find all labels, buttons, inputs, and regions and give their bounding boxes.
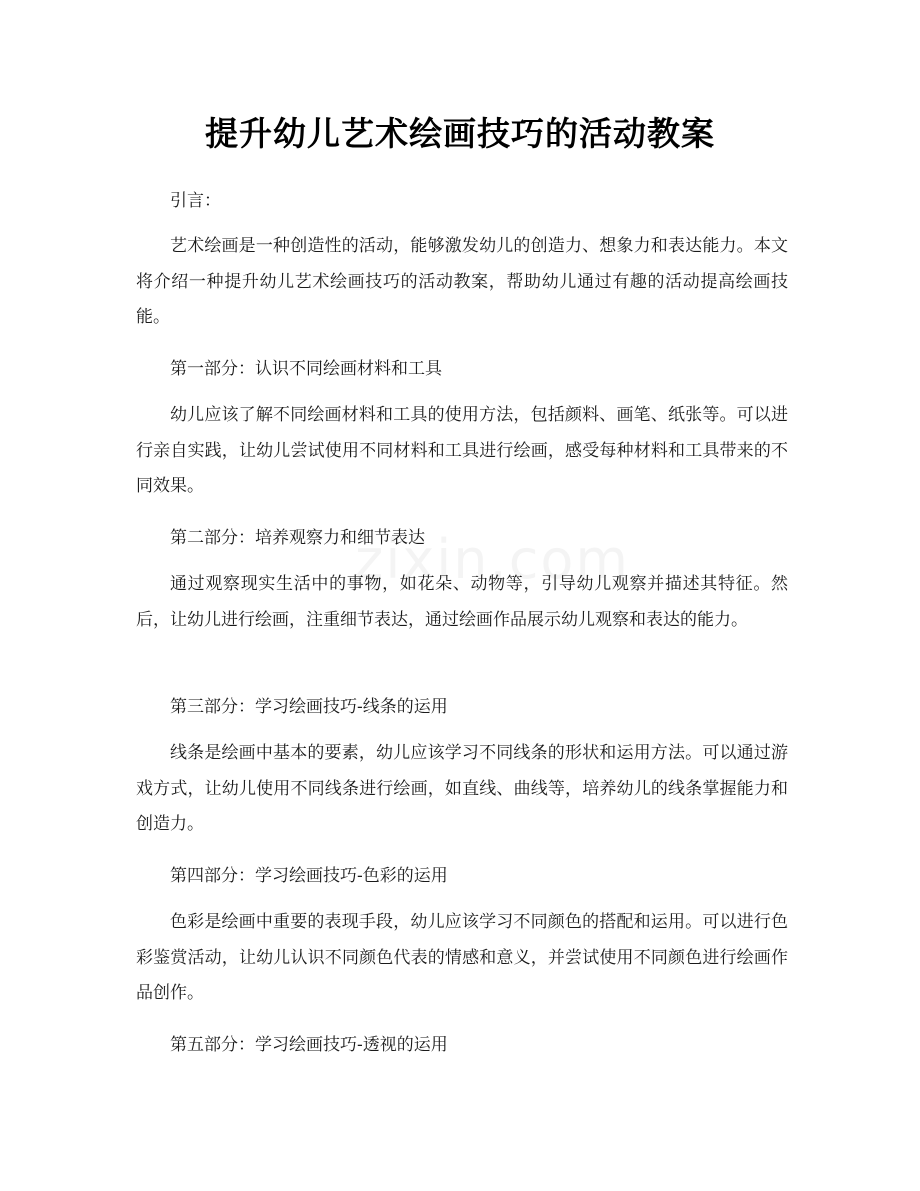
paragraph-part1: 幼儿应该了解不同绘画材料和工具的使用方法，包括颜料、画笔、纸张等。可以进行亲自实践，让幼儿尝试使用不同材料和工具进行绘画，感受每种材料和工具带来的不同效果。 [136,405,788,496]
section-heading-part1: 第一部分：认识不同绘画材料和工具 [170,359,442,379]
section-heading-intro: 引言： [170,191,221,211]
section-heading-part5: 第五部分：学习绘画技巧-透视的运用 [170,1035,448,1055]
section-heading-part3: 第三部分：学习绘画技巧-线条的运用 [170,697,448,717]
section-heading-part2: 第二部分：培养观察力和细节表达 [170,528,425,548]
paragraph-intro: 艺术绘画是一种创造性的活动，能够激发幼儿的创造力、想象力和表达能力。本文将介绍一种提升幼儿艺术绘画技巧的活动教案，帮助幼儿通过有趣的活动提高绘画技能。 [136,236,788,327]
paragraph-part4: 色彩是绘画中重要的表现手段，幼儿应该学习不同颜色的搭配和运用。可以进行色彩鉴赏活动，让幼儿认识不同颜色代表的情感和意义，并尝试使用不同颜色进行绘画作品创作。 [136,912,788,1003]
document-title: 提升幼儿艺术绘画技巧的活动教案 [205,114,715,153]
paragraph-part2: 通过观察现实生活中的事物，如花朵、动物等，引导幼儿观察并描述其特征。然后，让幼儿进行绘画，注重细节表达，通过绘画作品展示幼儿观察和表达的能力。 [136,574,788,630]
paragraph-part3: 线条是绘画中基本的要素，幼儿应该学习不同线条的形状和运用方法。可以通过游戏方式，让幼儿使用不同线条进行绘画，如直线、曲线等，培养幼儿的线条掌握能力和创造力。 [136,743,788,834]
section-heading-part4: 第四部分：学习绘画技巧-色彩的运用 [170,866,448,886]
